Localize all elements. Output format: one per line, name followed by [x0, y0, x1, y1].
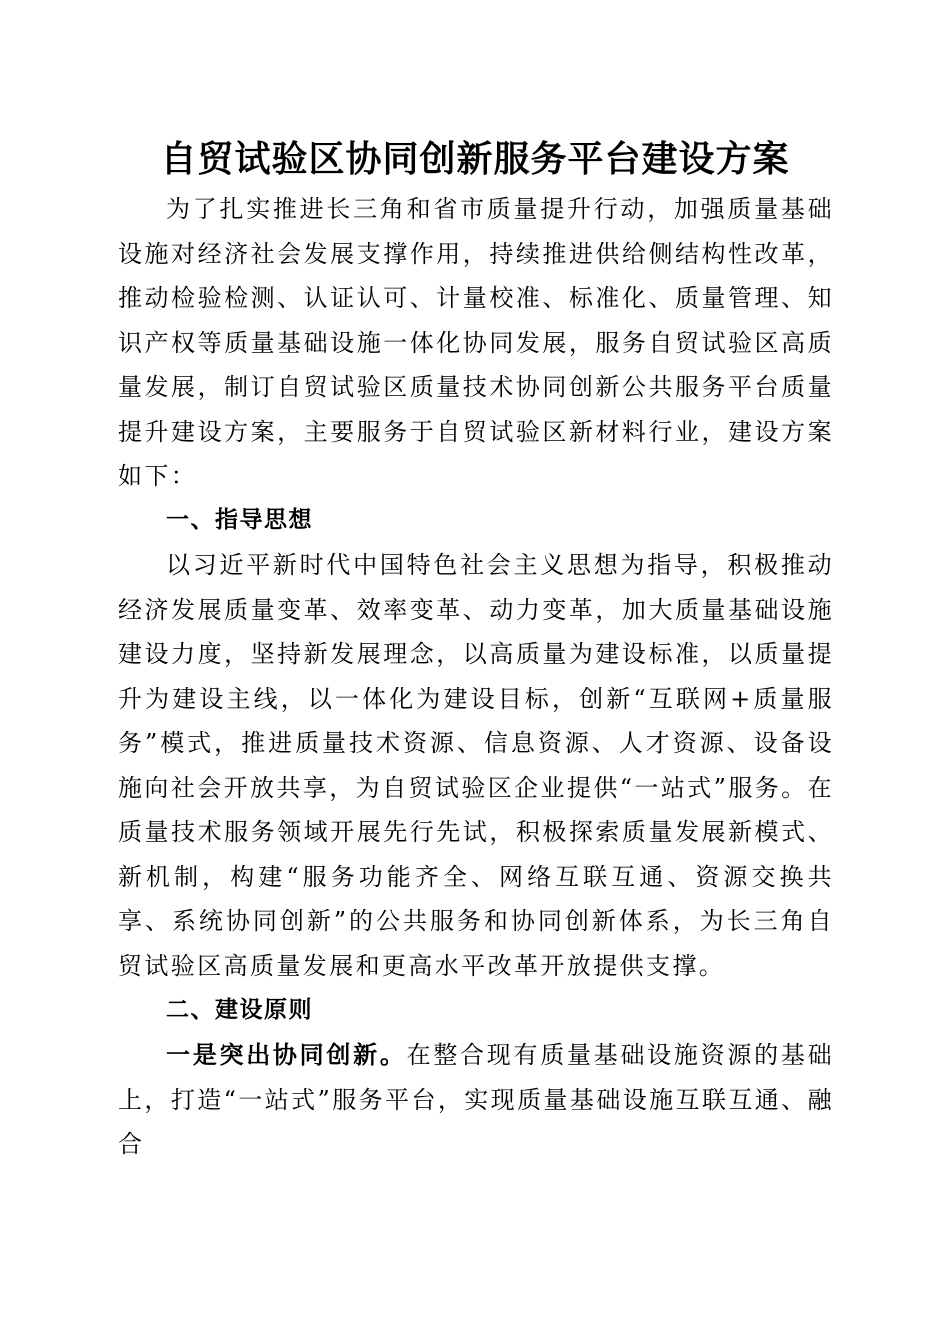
section-paragraph-guiding-ideology: 以习近平新时代中国特色社会主义思想为指导，积极推动经济发展质量变革、效率变革、动力变革，加大质量基础设施建设力度，坚持新发展理念，以高质量为建设标准，以质量提升为建设主线，以一体化为建设目标，创新“互联网+质量服务”模式，推进质量技术资源、信息资源、人才资源、设备设施向社会开放共享，为自贸试验区企业提供“一站式”服务。在质量技术服务领域开展先行先试，积极探索质量发展新模式、新机制，构建“服务功能齐全、网络互联互通、资源交换共享、系统协同创新”的公共服务和协同创新体系，为长三角自贸试验区高质量发展和更高水平改革开放提供支撑。 — [118, 551, 834, 980]
section-heading-guiding-ideology: 一、指导思想 — [166, 507, 313, 533]
section-paragraph-construction-principles — [118, 1033, 834, 1167]
section-heading-construction-principles: 二、建设原则 — [166, 997, 313, 1023]
principle-lead-text: 一是突出协同创新。 — [166, 1040, 407, 1069]
principle-body-text: 在整合现有质量基础设施资源的基础上，打造“一站式”服务平台，实现质量基础设施互联互通、融合 — [118, 1041, 834, 1158]
document-title: 自贸试验区协同创新服务平台建设方案 — [160, 138, 790, 180]
intro-paragraph: 为了扎实推进长三角和省市质量提升行动，加强质量基础设施对经济社会发展支撑作用，持续推进供给侧结构性改革，推动检验检测、认证认可、计量校准、标准化、质量管理、知识产权等质量基础设施一体化协同发展，服务自贸试验区高质量发展，制订自贸试验区质量技术协同创新公共服务平台质量提升建设方案，主要服务于自贸试验区新材料行业，建设方案如下： — [118, 195, 834, 490]
